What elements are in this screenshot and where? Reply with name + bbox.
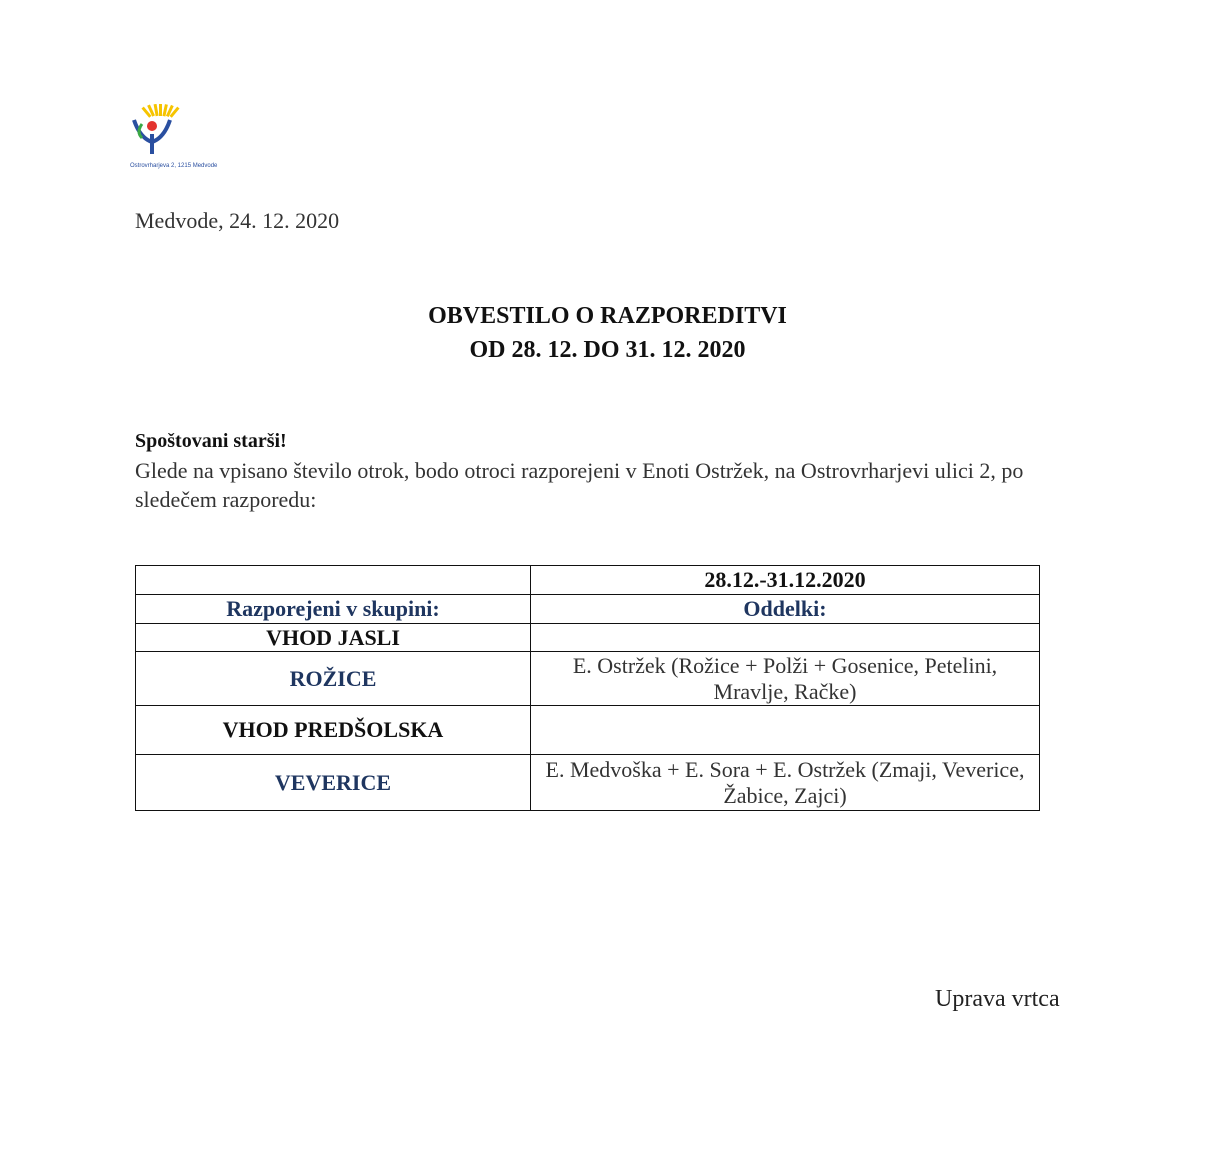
departments-cell: E. Medvoška + E. Sora + E. Ostržek (Zmaji, Veverice, Žabice, Zajci) [531,755,1040,811]
child-head-icon [147,121,157,131]
empty-header-cell [136,566,531,595]
logo-address: Ostrovrharjeva 2, 1215 Medvode [130,163,218,169]
title-line-1: OBVESTILO O RAZPOREDITVI [428,303,787,329]
table-label-row [136,595,1040,624]
departments-cell [531,706,1040,755]
schedule-table [135,565,1040,811]
greeting: Spoštovani starši! [135,430,287,452]
group-header-cell: Razporejeni v skupini: [136,595,531,624]
departments-header-cell: Oddelki: [531,595,1040,624]
table-row [136,652,1040,706]
group-cell: VHOD JASLI [136,624,531,652]
group-cell: VHOD PREDŠOLSKA [136,706,531,755]
date-range-cell: 28.12.-31.12.2020 [531,566,1040,595]
departments-cell [531,624,1040,652]
table-row [136,624,1040,652]
group-cell: ROŽICE [136,652,531,706]
group-cell: VEVERICE [136,755,531,811]
date-line: Medvode, 24. 12. 2020 [135,208,340,233]
signature: Uprava vrtca [935,986,1060,1012]
table-row [136,755,1040,811]
sun-rays-icon [141,104,179,118]
intro-paragraph: Glede na vpisano število otrok, bodo otroci razporejeni v Enoti Ostržek, na Ostrovrharjevi ulici 2, po sledečem razporedu: [135,458,1024,512]
departments-cell: E. Ostržek (Rožice + Polži + Gosenice, Petelini, Mravlje, Račke) [531,652,1040,706]
title-line-2: OD 28. 12. DO 31. 12. 2020 [469,337,746,363]
table-header-row [136,566,1040,595]
green-leaf-icon [139,124,142,138]
table-row [136,706,1040,755]
